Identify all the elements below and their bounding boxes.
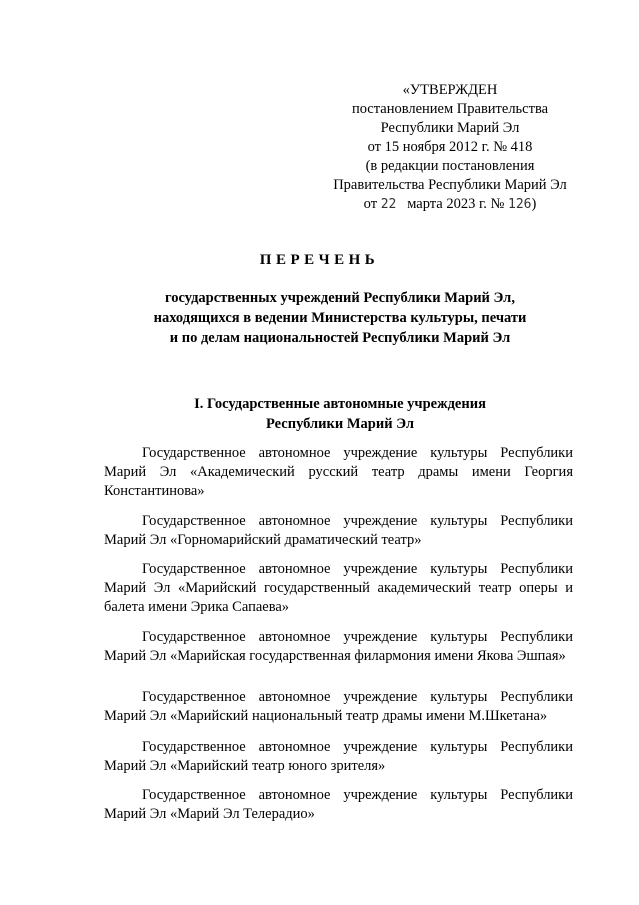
institution-entry: Государственное автономное учреждение культуры Республики Марий Эл «Академический русский театр драмы имени Георгия Константинова» [104, 445, 573, 499]
institution-entry: Государственное автономное учреждение культуры Республики Марий Эл «Марийская государственная филармония имени Якова Эшпая» [104, 629, 573, 664]
institution-entry: Государственное автономное учреждение культуры Республики Марий Эл «Марийский национальный театр драмы имени М.Шкетана» [104, 689, 573, 724]
revision-suffix: ) [531, 196, 537, 212]
document-title: ПЕРЕЧЕНЬ [259, 252, 380, 268]
section-heading-line-1: I. Государственные автономные учреждения [194, 396, 486, 412]
section-heading [40, 394, 639, 434]
approval-line-republic: Республики Марий Эл [380, 120, 520, 136]
approval-line-approved: «УТВЕРЖДЕН [402, 82, 498, 98]
approval-line-government: Правительства Республики Марий Эл [333, 177, 567, 193]
institution-entry: Государственное автономное учреждение культуры Республики Марий Эл «Горномарийский драматический театр» [104, 513, 573, 548]
subtitle-line-3: и по делам национальностей Республики Марий Эл [169, 330, 511, 346]
section-heading-line-2: Республики Марий Эл [266, 416, 414, 432]
approval-line-revision-date [318, 195, 582, 214]
document-subtitle [60, 288, 620, 348]
revision-number: 126 [508, 197, 532, 212]
approval-stamp [318, 81, 582, 214]
subtitle-line-1: государственных учреждений Республики Марий Эл, [165, 290, 515, 306]
institution-entry: Государственное автономное учреждение культуры Республики Марий Эл «Марий Эл Телерадио» [104, 787, 573, 822]
institution-entry: Государственное автономное учреждение культуры Республики Марий Эл «Марийский театр юного зрителя» [104, 739, 573, 774]
subtitle-line-2: находящихся в ведении Министерства культуры, печати [153, 310, 527, 326]
approval-line-revision: (в редакции постановления [365, 158, 535, 174]
institution-entry: Государственное автономное учреждение культуры Республики Марий Эл «Марийский государственный академический театр оперы и балета имени Эрика Сапаева» [104, 561, 573, 615]
approval-line-resolution: постановлением Правительства [351, 101, 549, 117]
revision-month-year: марта 2023 г. № [407, 196, 505, 212]
revision-day: 22 [380, 197, 397, 212]
revision-prefix: от [363, 196, 378, 212]
approval-line-date: от 15 ноября 2012 г. № 418 [367, 139, 533, 155]
